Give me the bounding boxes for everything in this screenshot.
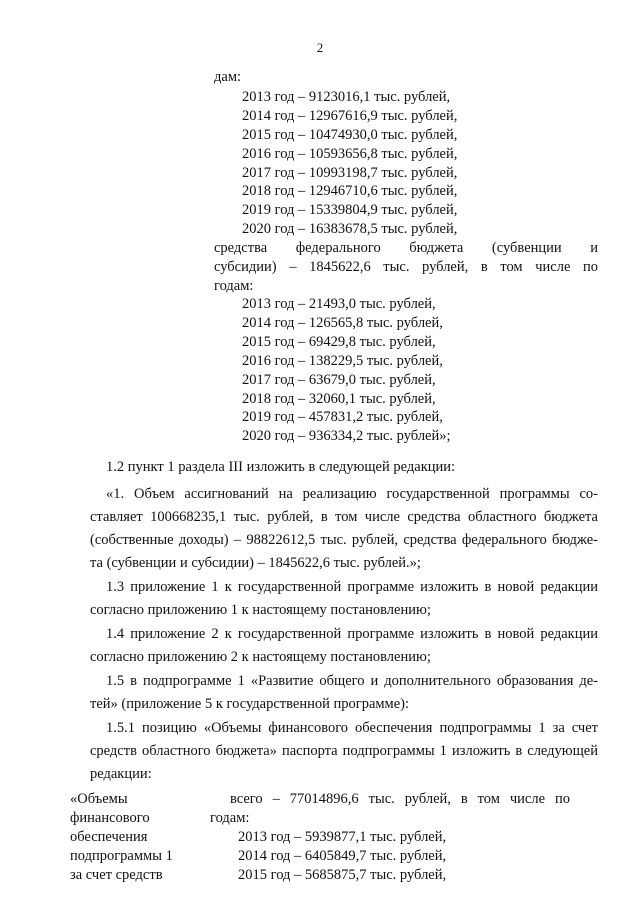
paragraph-1-4: 1.4 приложение 2 к государственной программе изложить в новой редакции bbox=[106, 626, 598, 642]
federal-budget-line: годам: bbox=[214, 278, 254, 294]
table-left-cell: финансового bbox=[70, 810, 150, 826]
federal-year-line: 2013 год – 21493,0 тыс. рублей, bbox=[242, 296, 436, 312]
block-head: дам: bbox=[214, 69, 242, 85]
paragraph-1-3: 1.3 приложение 1 к государственной программе изложить в новой редакции bbox=[106, 579, 598, 595]
regional-year-line: 2014 год – 12967616,9 тыс. рублей, bbox=[242, 108, 458, 124]
quote-line: та (субвенции и субсидии) – 1845622,6 тыс. рублей.»; bbox=[90, 555, 421, 571]
page-number: 2 bbox=[316, 40, 324, 55]
federal-year-line: 2017 год – 63679,0 тыс. рублей, bbox=[242, 372, 436, 388]
federal-year-line: 2018 год – 32060,1 тыс. рублей, bbox=[242, 391, 436, 407]
federal-year-line: 2020 год – 936334,2 тыс. рублей»; bbox=[242, 428, 451, 444]
federal-budget-line: субсидии) – 1845622,6 тыс. рублей, в том числе по bbox=[214, 259, 598, 275]
table-year-line: 2015 год – 5685875,7 тыс. рублей, bbox=[238, 867, 447, 883]
paragraph-1-5: тей» (приложение 5 к государственной программе): bbox=[90, 696, 410, 712]
table-year-line: 2013 год – 5939877,1 тыс. рублей, bbox=[238, 829, 447, 845]
quote-line: «1. Объем ассигнований на реализацию государственной программы со- bbox=[106, 486, 598, 502]
table-left-cell: за счет средств bbox=[70, 867, 163, 883]
table-left-cell: обеспечения bbox=[70, 829, 148, 845]
federal-year-line: 2019 год – 457831,2 тыс. рублей, bbox=[242, 409, 443, 425]
table-right-cell: годам: bbox=[210, 810, 250, 826]
regional-year-line: 2018 год – 12946710,6 тыс. рублей, bbox=[242, 183, 458, 199]
table-left-cell: подпрограммы 1 bbox=[70, 848, 173, 864]
regional-year-line: 2013 год – 9123016,1 тыс. рублей, bbox=[242, 89, 451, 105]
paragraph-1-4: согласно приложению 2 к настоящему постановлению; bbox=[90, 649, 431, 665]
paragraph-1-2: 1.2 пункт 1 раздела III изложить в следующей редакции: bbox=[106, 459, 456, 475]
regional-year-line: 2020 год – 16383678,5 тыс. рублей, bbox=[242, 221, 458, 237]
table-right-cell: всего – 77014896,6 тыс. рублей, в том числе по bbox=[230, 791, 570, 807]
quote-line: ставляет 100668235,1 тыс. рублей, в том числе средства областного бюджета bbox=[90, 509, 598, 525]
table-year-line: 2014 год – 6405849,7 тыс. рублей, bbox=[238, 848, 447, 864]
regional-year-line: 2019 год – 15339804,9 тыс. рублей, bbox=[242, 202, 458, 218]
paragraph-1-3: согласно приложению 1 к настоящему постановлению; bbox=[90, 602, 431, 618]
regional-year-line: 2016 год – 10593656,8 тыс. рублей, bbox=[242, 146, 458, 162]
quote-line: (собственные доходы) – 98822612,5 тыс. рублей, средства федерального бюдже- bbox=[90, 532, 598, 548]
federal-year-line: 2016 год – 138229,5 тыс. рублей, bbox=[242, 353, 443, 369]
paragraph-1-5-1: редакции: bbox=[90, 766, 152, 782]
federal-budget-line: средства федерального бюджета (субвенции и bbox=[214, 240, 598, 256]
table-left-cell: «Объемы bbox=[70, 791, 128, 807]
paragraph-1-5-1: средств областного бюджета» паспорта подпрограммы 1 изложить в следующей bbox=[90, 743, 598, 759]
regional-year-line: 2017 год – 10993198,7 тыс. рублей, bbox=[242, 165, 458, 181]
paragraph-1-5: 1.5 в подпрограмме 1 «Развитие общего и дополнительного образования де- bbox=[106, 673, 598, 689]
federal-year-line: 2014 год – 126565,8 тыс. рублей, bbox=[242, 315, 443, 331]
regional-year-line: 2015 год – 10474930,0 тыс. рублей, bbox=[242, 127, 458, 143]
paragraph-1-5-1: 1.5.1 позицию «Объемы финансового обеспечения подпрограммы 1 за счет bbox=[106, 720, 598, 736]
federal-year-line: 2015 год – 69429,8 тыс. рублей, bbox=[242, 334, 436, 350]
